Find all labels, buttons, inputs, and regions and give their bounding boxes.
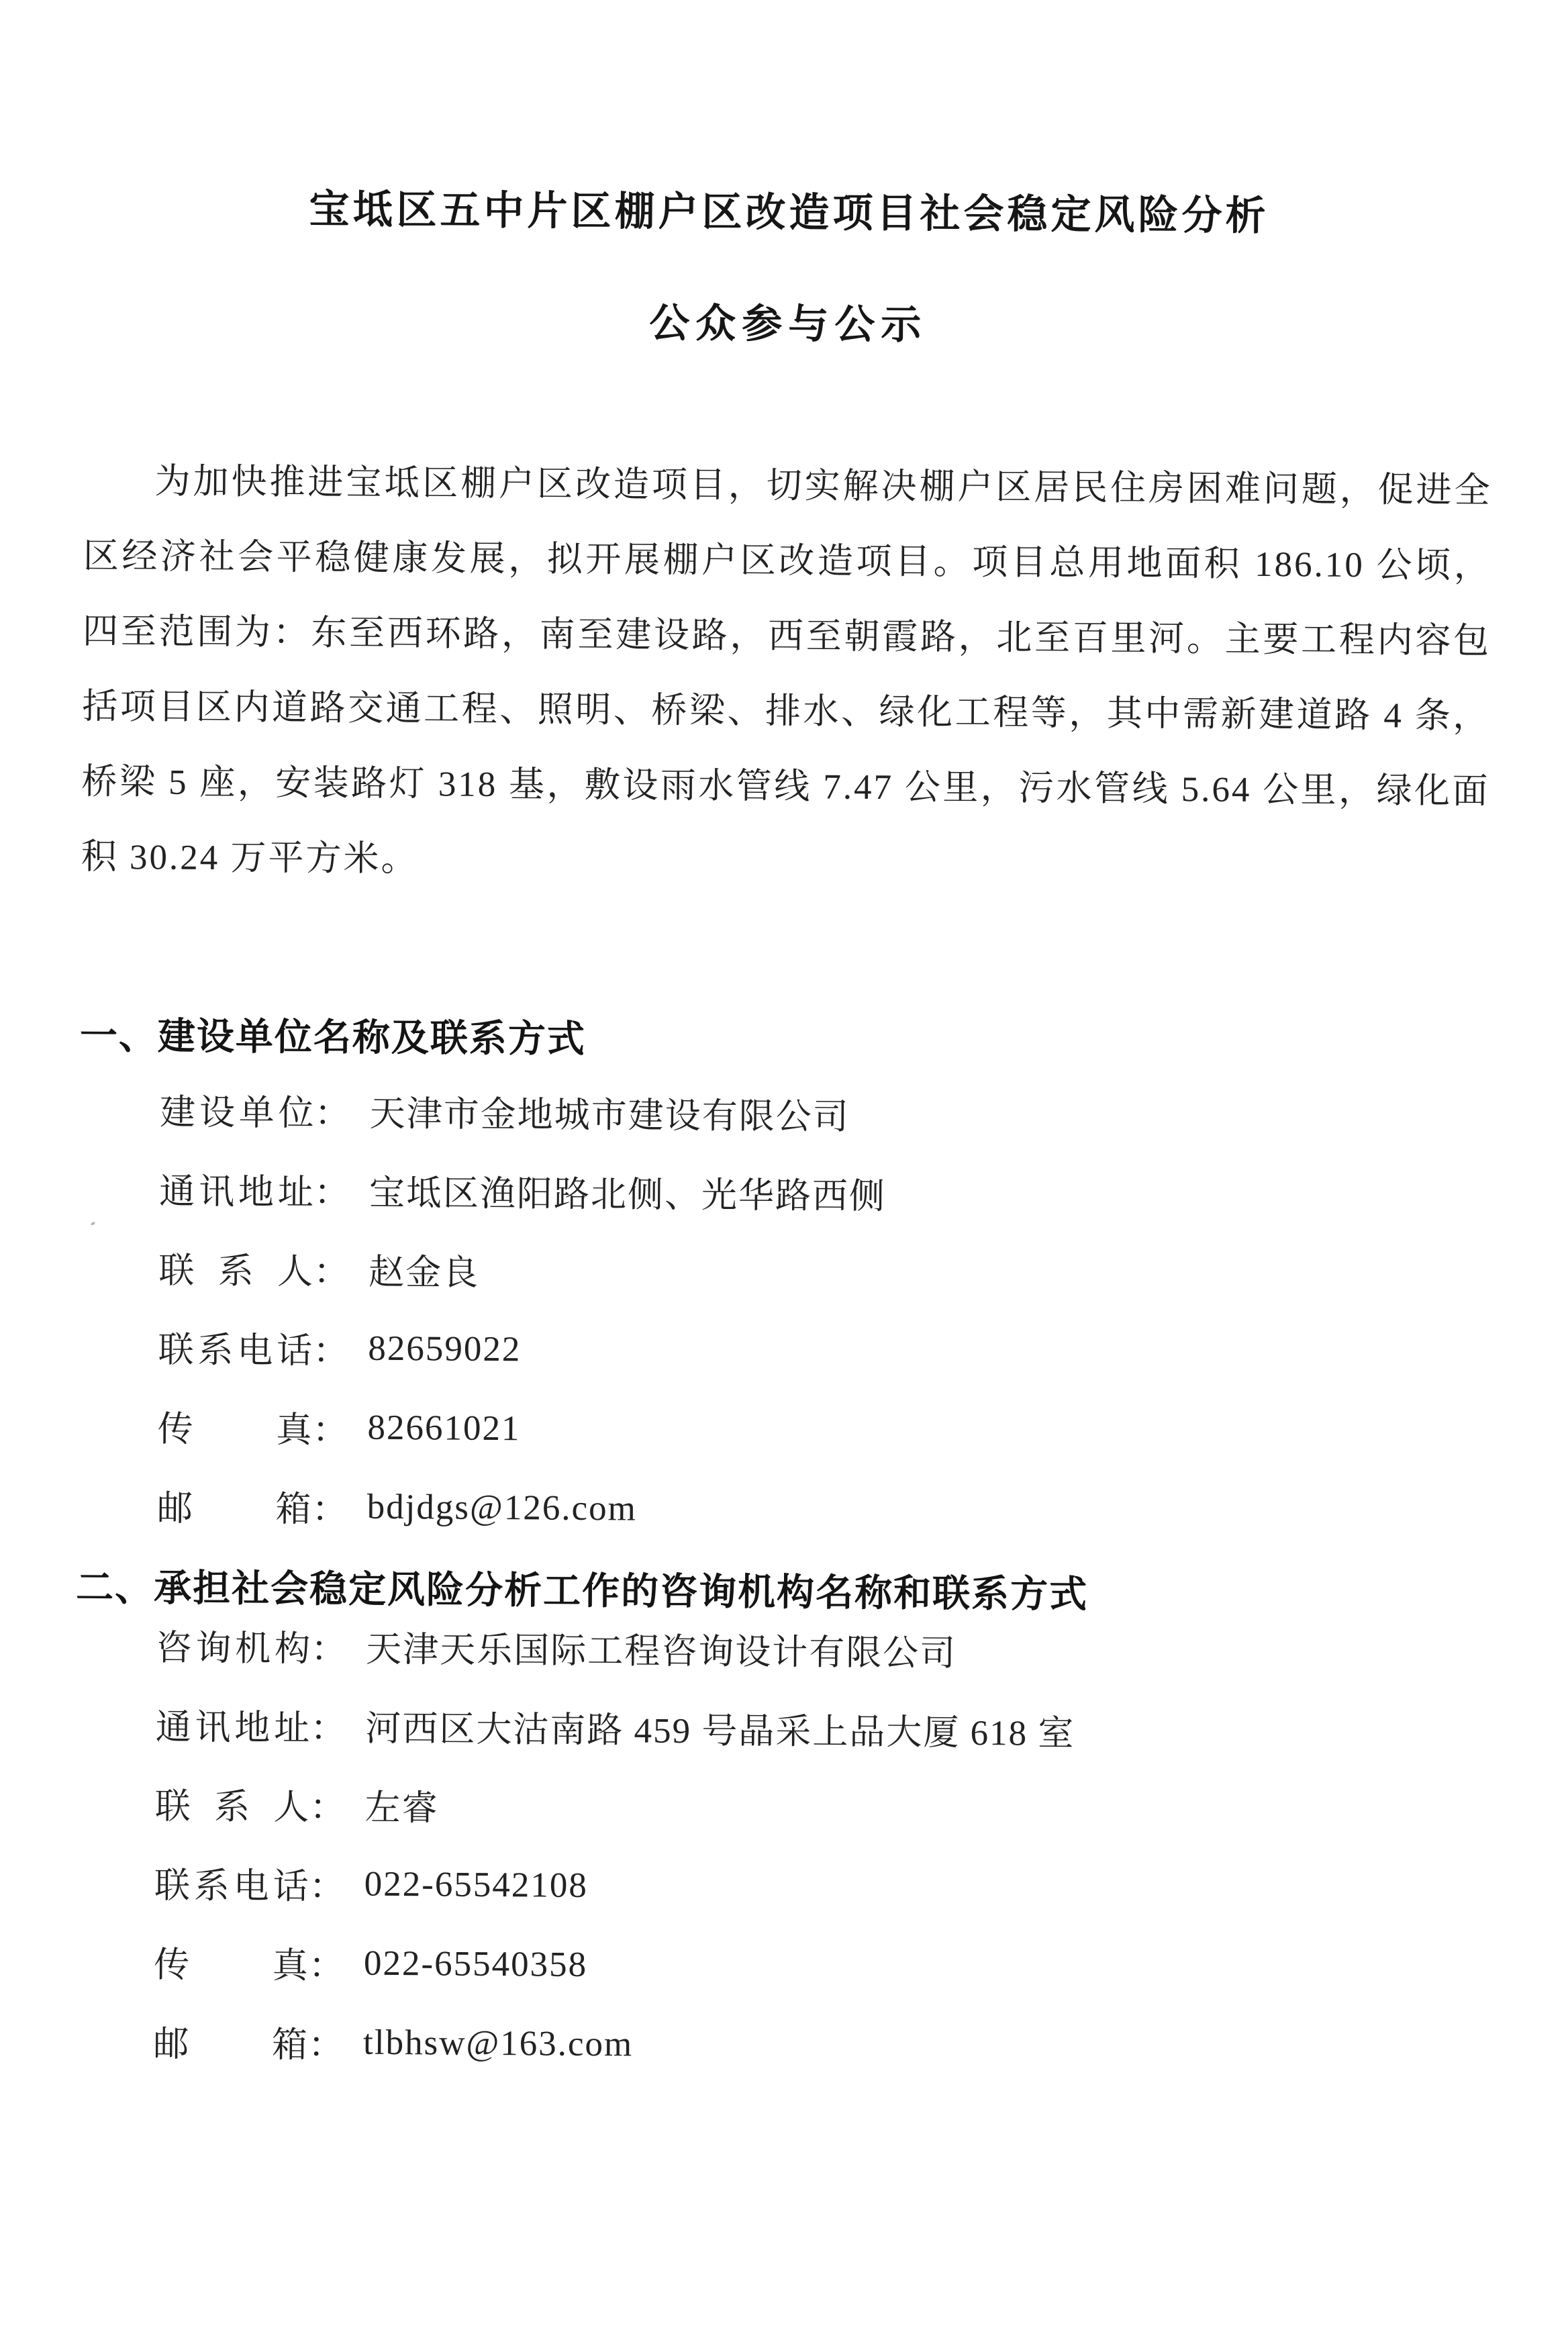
field-label: 通讯地址 [159, 1172, 315, 1213]
contact-row [158, 1228, 1488, 1317]
label-colon: ： [313, 1253, 350, 1292]
label-colon: ： [311, 1490, 348, 1530]
field-value: 赵金良 [368, 1253, 480, 1293]
field-value: 022-65540358 [363, 1943, 588, 1984]
field-label: 联系电话 [158, 1330, 313, 1371]
field-value: 82661021 [367, 1408, 521, 1449]
field-value: 左睿 [364, 1788, 439, 1829]
label-colon: ： [307, 2026, 344, 2066]
field-value: 82659022 [368, 1328, 522, 1369]
field-label: 联系人 [158, 1251, 314, 1292]
label-colon: ： [312, 1332, 349, 1371]
intro-paragraph: 为加快推进宝坻区棚户区改造项目，切实解决棚户区居民住房困难问题，促进全区经济社会平稳健康发展，拟开展棚户区改造项目。项目总用地面积 186.10 公顷，四至范围为：东至西环路，南至建设路，西至朝霞路，北至百里河。主要工程内容包括项目区内道路交通工程、照明、桥梁、排水、绿化工程等，其中需新建道路 4 条，桥梁 5 座，安装路灯 318 基，敷设雨水管线 7.47 公里，污水管线 5.64 公里，绿化面积 30.24 万平方米。 [81, 462, 1492, 879]
field-label: 咨询机构 [156, 1629, 311, 1669]
field-value: 022-65542108 [364, 1864, 589, 1905]
contact-row [158, 1308, 1487, 1396]
field-value: 宝坻区渔阳路北侧、光华路西侧 [369, 1173, 887, 1217]
section-2-contact-list [153, 1605, 1485, 2090]
field-label: 通讯地址 [155, 1708, 311, 1749]
field-label: 建设单位 [159, 1093, 315, 1134]
contact-row [153, 2001, 1483, 2090]
field-label: 邮箱 [153, 2025, 309, 2066]
label-colon: ： [309, 1868, 345, 1907]
label-colon: ： [314, 1094, 350, 1134]
label-colon: ： [310, 1630, 347, 1669]
field-label: 传真 [154, 1945, 309, 1986]
contact-row [154, 1922, 1483, 2010]
field-value: tlbhsw@163.com [362, 2023, 634, 2064]
section-1-contact-list [157, 1070, 1489, 1555]
label-colon: ： [310, 1709, 346, 1749]
section-2-heading: 二、承担社会稳定风险分析工作的咨询机构名称和联系方式 [75, 1567, 1089, 1616]
field-label: 联系电话 [154, 1866, 309, 1907]
contact-row [155, 1684, 1485, 1773]
contact-row [159, 1149, 1489, 1238]
contact-row [157, 1466, 1487, 1555]
scan-artifact [90, 1221, 95, 1226]
field-label: 联系人 [154, 1787, 310, 1828]
field-value: 天津天乐国际工程咨询设计有限公司 [365, 1630, 957, 1674]
contact-row [160, 1070, 1489, 1159]
document-subtitle: 公众参与公示 [649, 301, 928, 348]
field-value: 天津市金地城市建设有限公司 [369, 1094, 850, 1137]
field-label: 邮箱 [156, 1489, 312, 1530]
label-colon: ： [309, 1788, 346, 1828]
field-value: bdjdgs@126.com [366, 1487, 638, 1529]
label-colon: ： [312, 1411, 348, 1451]
section-1-heading: 一、建设单位名称及联系方式 [79, 1015, 587, 1061]
field-label: 传真 [157, 1410, 313, 1451]
contact-row [154, 1763, 1484, 1852]
label-colon: ： [308, 1947, 344, 1986]
field-value: 河西区大沽南路 459 号晶采上品大厦 618 室 [365, 1709, 1075, 1754]
document-title: 宝坻区五中片区棚户区改造项目社会稳定风险分析 [309, 187, 1269, 239]
contact-row [156, 1605, 1485, 1694]
contact-row [157, 1387, 1487, 1475]
label-colon: ： [313, 1173, 350, 1213]
contact-row [154, 1843, 1484, 1931]
